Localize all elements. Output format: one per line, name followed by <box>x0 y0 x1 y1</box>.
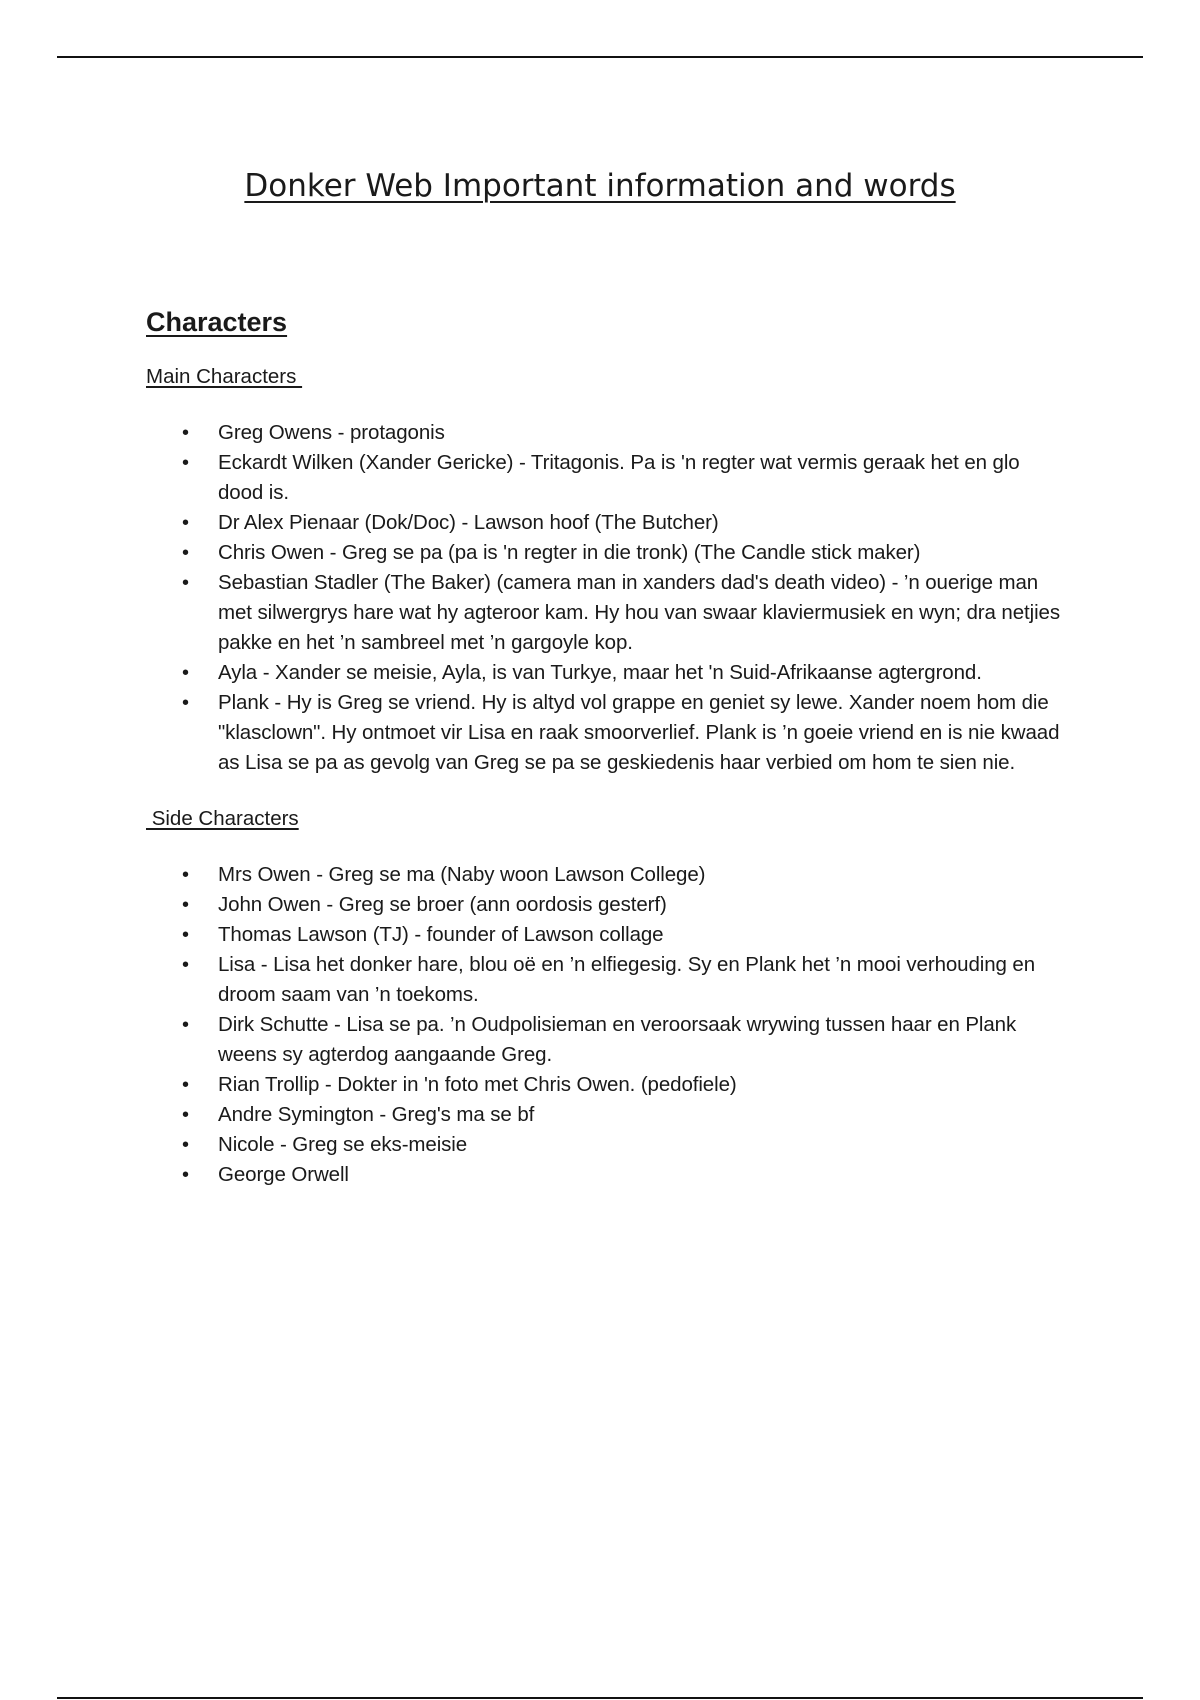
bullet-icon: • <box>182 894 189 916</box>
subheading-side-characters: Side Characters <box>146 807 299 830</box>
list-item: • Dirk Schutte - Lisa se pa. ’n Oudpolisieman en veroorsaak wrywing tussen haar en Plank weens sy agterdog aangaande Greg. <box>146 1010 1066 1070</box>
side-characters-list <box>146 860 1066 1190</box>
bullet-icon: • <box>182 1074 189 1096</box>
header-rule <box>57 56 1143 58</box>
list-item: • Mrs Owen - Greg se ma (Naby woon Lawson College) <box>146 860 1066 890</box>
bullet-icon: • <box>182 954 189 976</box>
list-item: • Thomas Lawson (TJ) - founder of Lawson collage <box>146 920 1066 950</box>
list-item: • Nicole - Greg se eks-meisie <box>146 1130 1066 1160</box>
bullet-icon: • <box>182 572 189 594</box>
list-item: • Eckardt Wilken (Xander Gericke) - Tritagonis. Pa is 'n regter wat vermis geraak het en glo dood is. <box>146 448 1066 508</box>
bullet-icon: • <box>182 452 189 474</box>
bullet-icon: • <box>182 924 189 946</box>
document-body <box>146 302 1066 1190</box>
list-item: • Dr Alex Pienaar (Dok/Doc) - Lawson hoof (The Butcher) <box>146 508 1066 538</box>
bullet-icon: • <box>182 1014 189 1036</box>
list-item: • Ayla - Xander se meisie, Ayla, is van Turkye, maar het 'n Suid-Afrikaanse agtergrond. <box>146 658 1066 688</box>
bullet-icon: • <box>182 512 189 534</box>
subheading-main-characters: Main Characters <box>146 365 303 388</box>
list-item: • Lisa - Lisa het donker hare, blou oë en ’n elfiegesig. Sy en Plank het ’n mooi verhouding en droom saam van ’n toekoms. <box>146 950 1066 1010</box>
bullet-icon: • <box>182 422 189 444</box>
footer-rule <box>57 1697 1143 1699</box>
list-item: • Sebastian Stadler (The Baker) (camera man in xanders dad's death video) - ’n ouerige man met silwergrys hare wat hy agteroor kam. Hy hou van swaar klaviermusiek en wyn; dra netjies pakke en het ’n sambreel met ’n gargoyle kop. <box>146 568 1066 658</box>
bullet-icon: • <box>182 692 189 714</box>
bullet-icon: • <box>182 1164 189 1186</box>
bullet-icon: • <box>182 542 189 564</box>
list-item: • Andre Symington - Greg's ma se bf <box>146 1100 1066 1130</box>
main-characters-list <box>146 418 1066 778</box>
list-item: • Chris Owen - Greg se pa (pa is 'n regter in die tronk) (The Candle stick maker) <box>146 538 1066 568</box>
list-item: • Plank - Hy is Greg se vriend. Hy is altyd vol grappe en geniet sy lewe. Xander noem hom die "klasclown". Hy ontmoet vir Lisa en raak smoorverlief. Plank is ’n goeie vriend en is nie kwaad as Lisa se pa as gevolg van Greg se pa se geskiedenis haar verbied om hom te sien nie. <box>146 688 1066 778</box>
bullet-icon: • <box>182 1104 189 1126</box>
bullet-icon: • <box>182 1134 189 1156</box>
list-item: • Rian Trollip - Dokter in 'n foto met Chris Owen. (pedofiele) <box>146 1070 1066 1100</box>
bullet-icon: • <box>182 864 189 886</box>
list-item: • George Orwell <box>146 1160 1066 1190</box>
section-heading-characters: Characters <box>146 307 288 337</box>
bullet-icon: • <box>182 662 189 684</box>
list-item: • Greg Owens - protagonis <box>146 418 1066 448</box>
document-title: Donker Web Important information and words <box>244 168 956 204</box>
list-item: • John Owen - Greg se broer (ann oordosis gesterf) <box>146 890 1066 920</box>
